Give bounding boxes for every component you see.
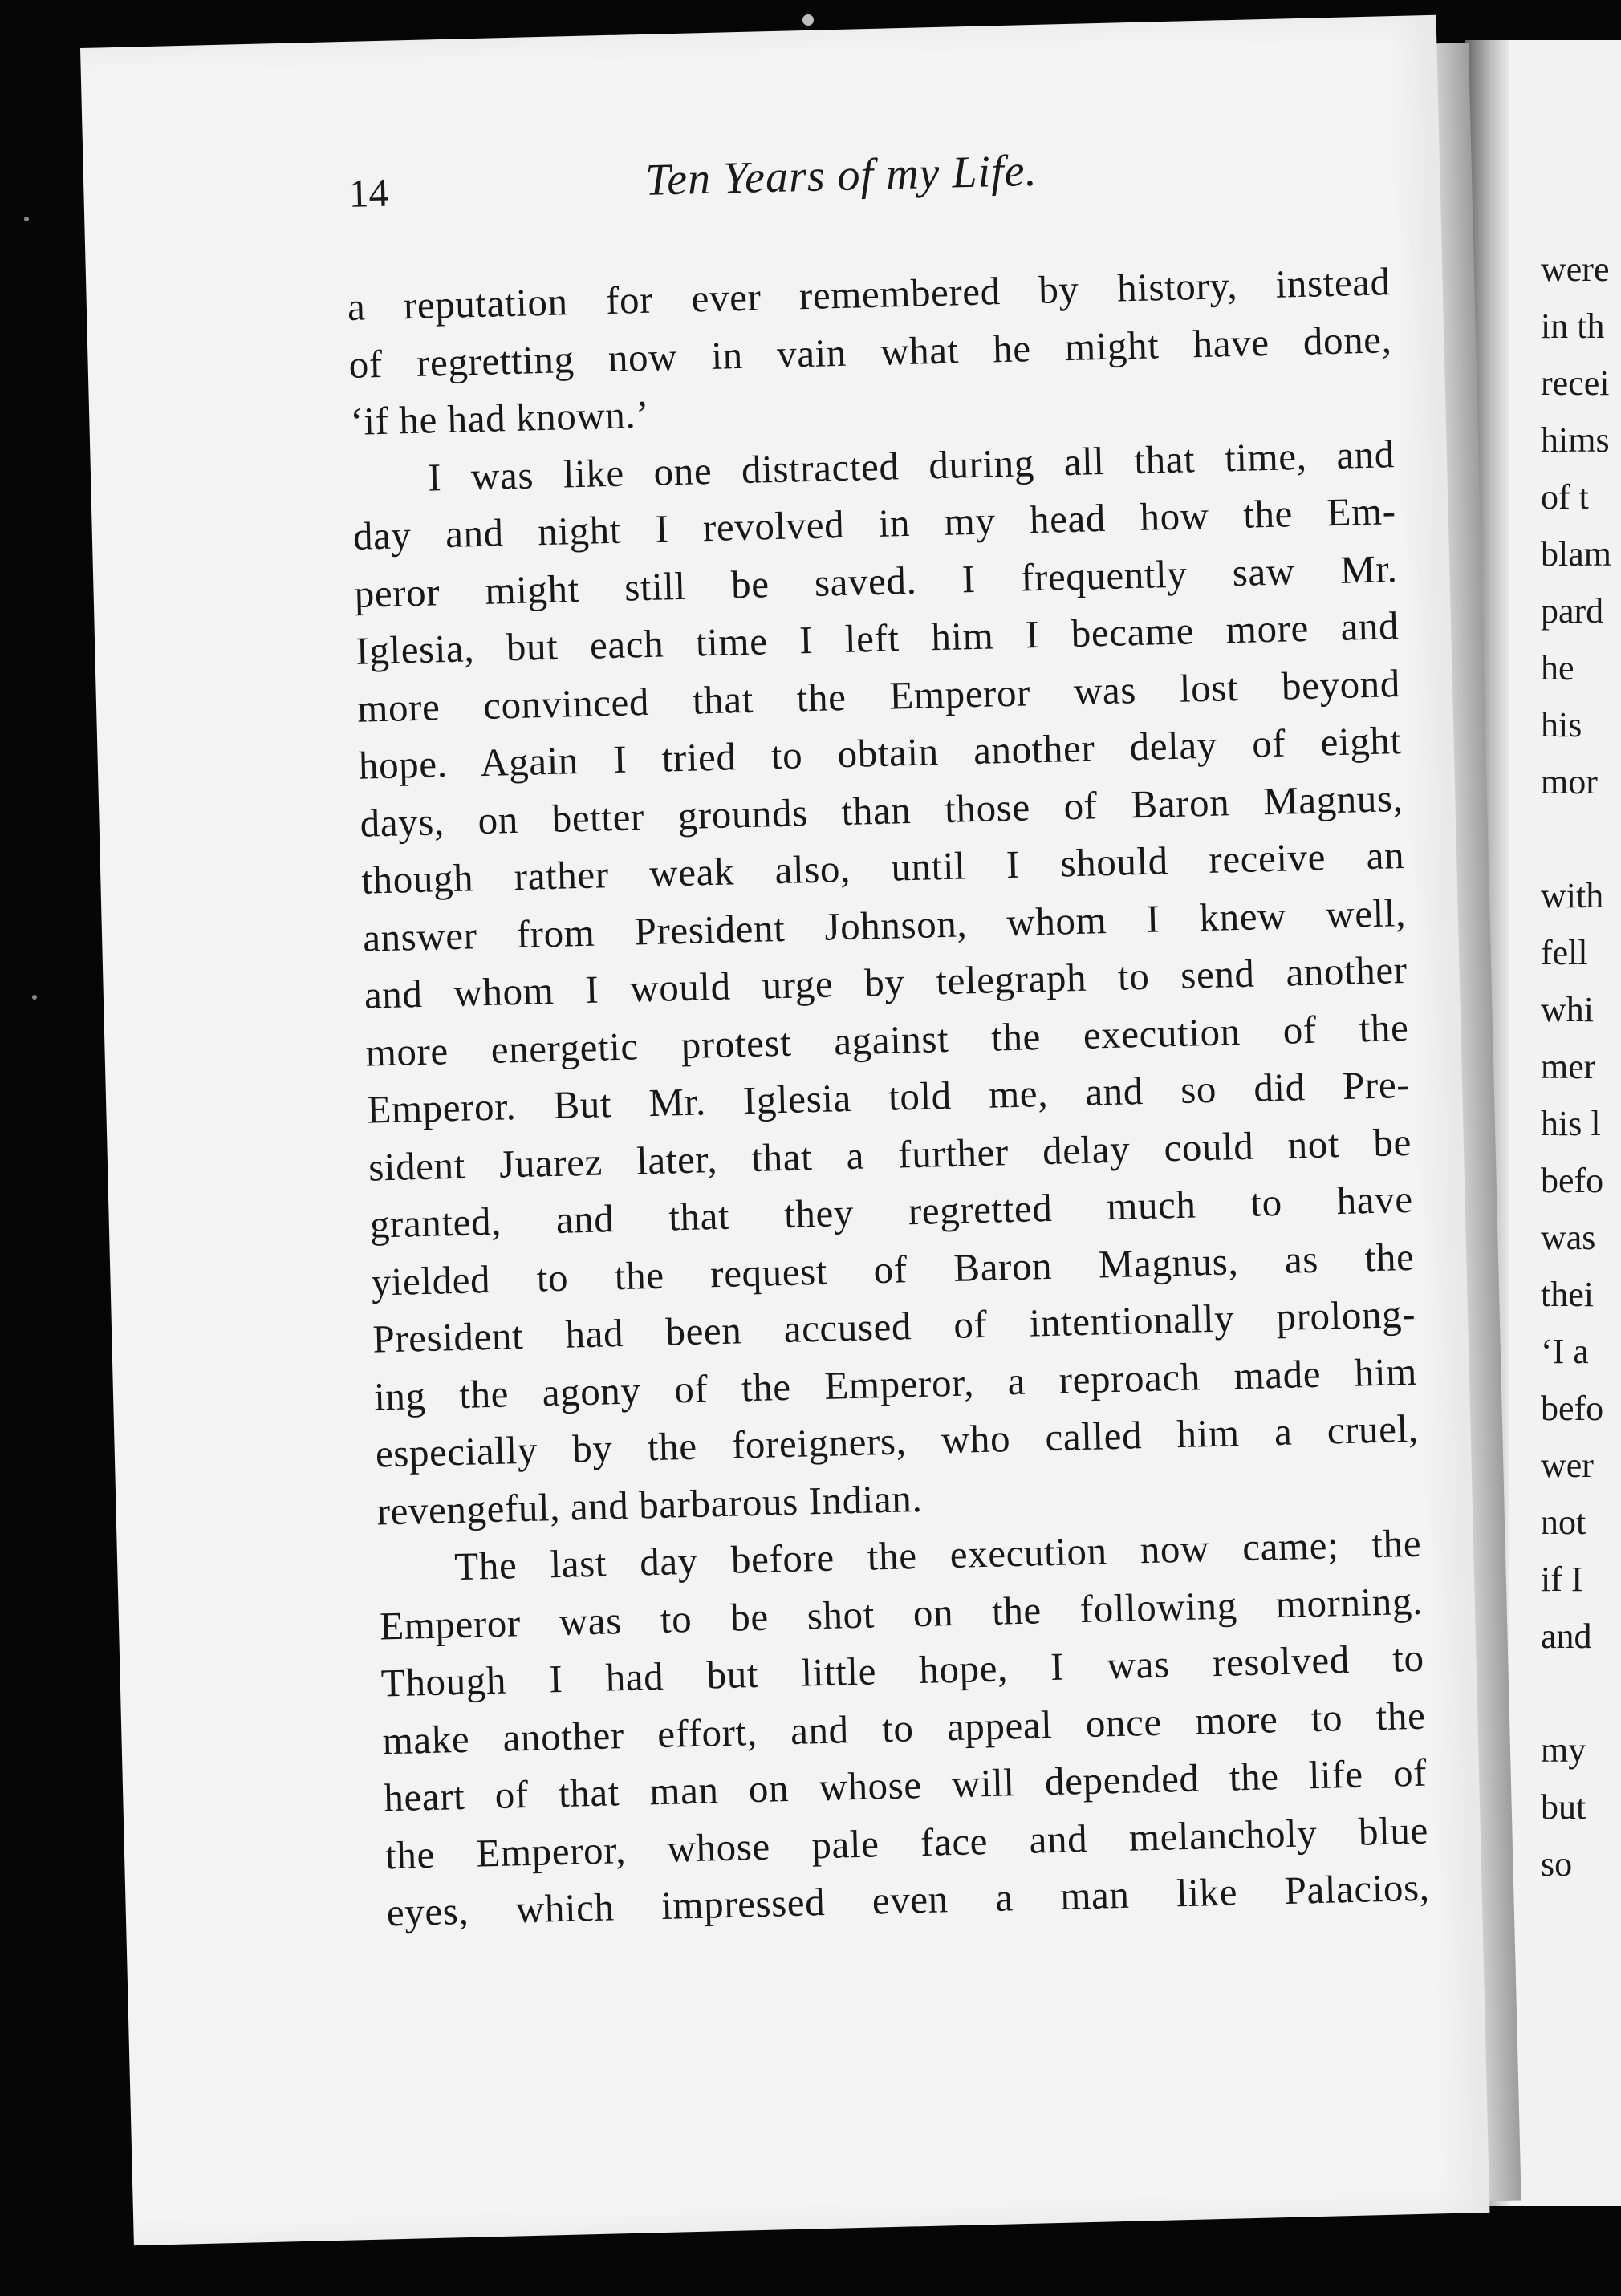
- dust-speck: [24, 217, 29, 221]
- text-line: heart of that man on whose will depended the life of: [383, 1750, 1428, 1820]
- facing-text-fragment: of t: [1541, 477, 1589, 517]
- facing-text-fragment: blam: [1541, 534, 1611, 574]
- facing-text-fragment: befo: [1541, 1389, 1604, 1428]
- body-text: [347, 253, 1430, 1941]
- facing-text-fragment: mor: [1541, 762, 1598, 801]
- text-line: eyes, which impressed even a man like Palacios,: [386, 1864, 1431, 1935]
- facing-text-fragment: was: [1541, 1218, 1596, 1257]
- facing-text-fragment: so: [1541, 1844, 1573, 1884]
- facing-text-fragment: in th: [1541, 306, 1605, 346]
- text-line: make another effort, and to appeal once more to the: [381, 1693, 1426, 1763]
- facing-text-fragment: were: [1541, 249, 1610, 289]
- text-line: the Emperor, whose pale face and melancholy blue: [384, 1807, 1429, 1877]
- facing-text-fragment: he: [1541, 648, 1574, 688]
- facing-text-fragment: [1541, 1665, 1611, 1722]
- text-line: especially by the foreigners, who called him a cruel,: [375, 1406, 1420, 1476]
- facing-text-fragment: pard: [1541, 591, 1604, 631]
- text-line: days, on better grounds than those of Baron Magnus,: [360, 775, 1404, 846]
- text-line: sident Juarez later, that a further delay could not be: [368, 1119, 1412, 1190]
- facing-text-fragment: if I: [1541, 1560, 1583, 1599]
- facing-text-fragment: [1541, 810, 1611, 867]
- text-line: Emperor. But Mr. Iglesia told me, and so did Pre-: [366, 1061, 1411, 1132]
- text-line: Emperor was to be shot on the following morning.: [379, 1578, 1424, 1648]
- text-line: day and night I revolved in my head how the Em-: [352, 489, 1397, 558]
- facing-text-fragment: hims: [1541, 420, 1610, 460]
- facing-text-fragment: his l: [1541, 1104, 1601, 1143]
- facing-text-fragment: fell: [1541, 933, 1588, 972]
- facing-text-fragment: and: [1541, 1617, 1592, 1656]
- facing-page-text: [1541, 241, 1611, 1892]
- facing-text-fragment: wer: [1541, 1446, 1594, 1485]
- text-line: more convinced that the Emperor was lost beyond: [356, 660, 1401, 731]
- text-line: ing the agony of the Emperor, a reproach made him: [373, 1349, 1418, 1419]
- facing-text-fragment: ‘I a: [1541, 1332, 1589, 1371]
- running-title: Ten Years of my Life.: [644, 145, 1038, 205]
- text-line: though rather weak also, until I should receive an: [360, 832, 1405, 903]
- page-number: 14: [347, 169, 390, 216]
- text-line: yielded to the request of Baron Magnus, as the: [371, 1234, 1415, 1304]
- book-page: [80, 15, 1489, 2245]
- text-line: a reputation for ever remembered by history, instead: [347, 259, 1391, 329]
- facing-text-fragment: recei: [1541, 363, 1610, 403]
- text-line: hope. Again I tried to obtain another delay of eight: [358, 718, 1403, 788]
- text-line: The last day before the execution now came; the: [453, 1520, 1422, 1589]
- facing-text-fragment: with: [1541, 876, 1604, 915]
- facing-text-fragment: not: [1541, 1503, 1586, 1542]
- text-line: revengeful, and barbarous Indian.: [376, 1475, 923, 1534]
- facing-text-fragment: befo: [1541, 1161, 1604, 1200]
- text-line: granted, and that they regretted much to have: [369, 1176, 1414, 1247]
- text-line: President had been accused of intentionally prolong-: [372, 1291, 1416, 1361]
- facing-text-fragment: thei: [1541, 1275, 1594, 1314]
- text-line: ‘if he had known.’: [349, 391, 650, 444]
- facing-text-fragment: his: [1541, 705, 1582, 744]
- dust-speck: [32, 995, 37, 1000]
- text-line: peror might still be saved. I frequently saw Mr.: [354, 546, 1398, 616]
- text-line: and whom I would urge by telegraph to send another: [364, 947, 1408, 1017]
- text-line: Though I had but little hope, I was resolved to: [380, 1635, 1425, 1706]
- running-head: [347, 145, 1311, 216]
- text-line: I was like one distracted during all that time, and: [427, 431, 1396, 500]
- text-line: of regretting now in vain what he might have done,: [348, 316, 1393, 387]
- facing-text-fragment: mer: [1541, 1047, 1596, 1086]
- facing-text-fragment: whi: [1541, 990, 1594, 1029]
- text-line: Iglesia, but each time I left him I became more and: [355, 603, 1400, 673]
- facing-text-fragment: but: [1541, 1787, 1586, 1827]
- dust-speck: [802, 14, 814, 26]
- text-line: answer from President Johnson, whom I knew well,: [362, 890, 1407, 960]
- facing-text-fragment: my: [1541, 1730, 1586, 1770]
- text-line: more energetic protest against the execution of the: [365, 1004, 1409, 1075]
